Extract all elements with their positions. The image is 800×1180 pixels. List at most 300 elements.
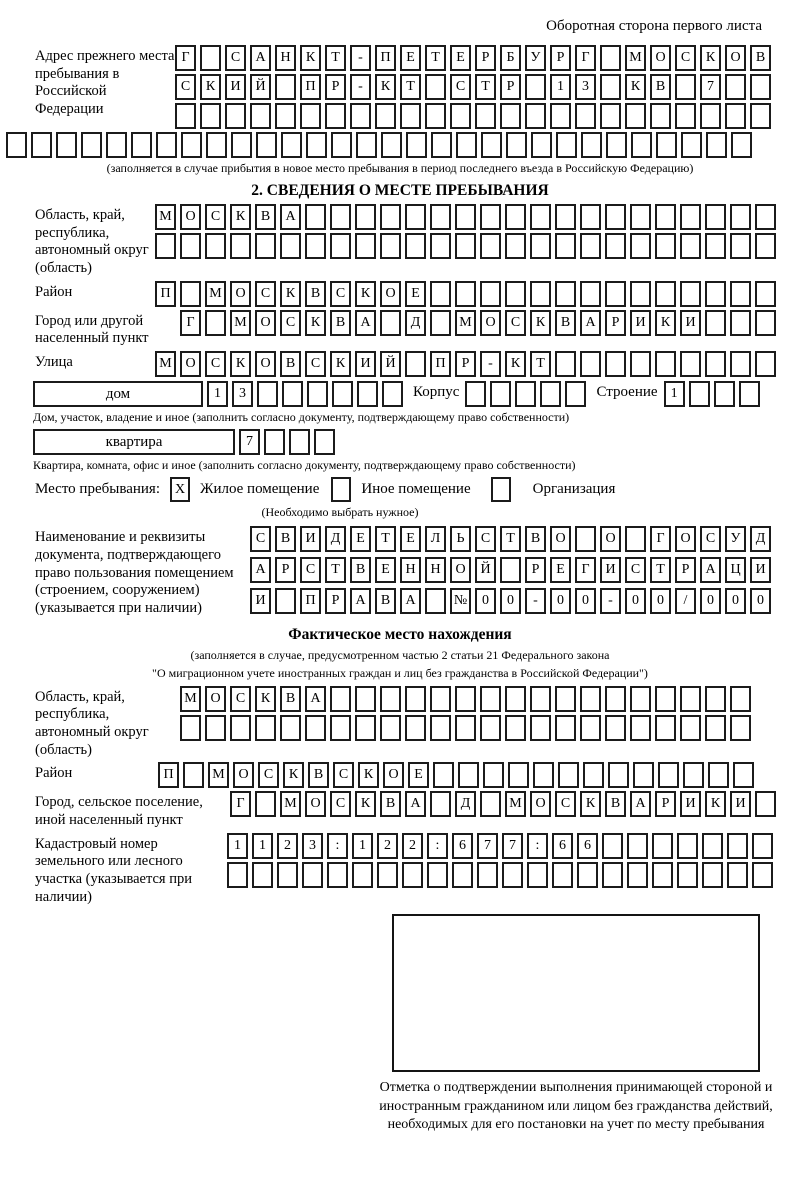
char-cell[interactable]: В	[380, 791, 401, 817]
char-cell[interactable]	[606, 132, 627, 158]
char-cell[interactable]	[705, 715, 726, 741]
char-cell[interactable]	[755, 233, 776, 259]
char-cell[interactable]: 3	[302, 833, 323, 859]
char-cell[interactable]	[508, 762, 529, 788]
char-cell[interactable]: В	[750, 45, 771, 71]
char-cell[interactable]: К	[530, 310, 551, 336]
char-cell[interactable]: Т	[425, 45, 446, 71]
char-cell[interactable]	[630, 351, 651, 377]
char-cell[interactable]: Г	[180, 310, 201, 336]
char-cell[interactable]	[702, 833, 723, 859]
char-cell[interactable]	[555, 204, 576, 230]
char-cell[interactable]: А	[400, 588, 421, 614]
char-cell[interactable]	[502, 862, 523, 888]
char-cell[interactable]	[183, 762, 204, 788]
char-cell[interactable]	[655, 204, 676, 230]
char-cell[interactable]	[377, 862, 398, 888]
char-cell[interactable]: И	[600, 557, 621, 583]
char-cell[interactable]	[708, 762, 729, 788]
char-cell[interactable]	[706, 132, 727, 158]
char-cell[interactable]: 7	[502, 833, 523, 859]
char-cell[interactable]: 0	[575, 588, 596, 614]
char-cell[interactable]: О	[180, 204, 201, 230]
char-cell[interactable]	[480, 686, 501, 712]
char-cell[interactable]: -	[480, 351, 501, 377]
char-cell[interactable]	[156, 132, 177, 158]
char-cell[interactable]: Б	[500, 45, 521, 71]
char-cell[interactable]: С	[230, 686, 251, 712]
char-cell[interactable]: И	[750, 557, 771, 583]
char-cell[interactable]: Н	[425, 557, 446, 583]
char-cell[interactable]: К	[283, 762, 304, 788]
checkbox-organization[interactable]	[491, 477, 511, 502]
char-cell[interactable]	[602, 833, 623, 859]
char-cell[interactable]: С	[330, 281, 351, 307]
char-cell[interactable]: 0	[625, 588, 646, 614]
char-cell[interactable]	[481, 132, 502, 158]
char-cell[interactable]	[357, 381, 378, 407]
char-cell[interactable]	[455, 233, 476, 259]
char-cell[interactable]: К	[655, 310, 676, 336]
char-cell[interactable]: В	[605, 791, 626, 817]
char-cell[interactable]: М	[208, 762, 229, 788]
char-cell[interactable]	[730, 310, 751, 336]
char-cell[interactable]	[56, 132, 77, 158]
char-cell[interactable]: Д	[405, 310, 426, 336]
char-cell[interactable]: Ь	[450, 526, 471, 552]
char-cell[interactable]: Д	[750, 526, 771, 552]
char-cell[interactable]	[752, 833, 773, 859]
char-cell[interactable]: 1	[664, 381, 685, 407]
char-cell[interactable]	[650, 103, 671, 129]
char-cell[interactable]	[705, 310, 726, 336]
char-cell[interactable]: К	[580, 791, 601, 817]
char-cell[interactable]	[250, 103, 271, 129]
checkbox-residential[interactable]: X	[170, 477, 190, 502]
char-cell[interactable]	[627, 862, 648, 888]
char-cell[interactable]: М	[155, 351, 176, 377]
char-cell[interactable]: И	[225, 74, 246, 100]
char-cell[interactable]	[505, 686, 526, 712]
char-cell[interactable]	[282, 381, 303, 407]
char-cell[interactable]: О	[725, 45, 746, 71]
char-cell[interactable]	[506, 132, 527, 158]
char-cell[interactable]: В	[280, 351, 301, 377]
char-cell[interactable]	[205, 715, 226, 741]
char-cell[interactable]	[200, 103, 221, 129]
char-cell[interactable]: 0	[550, 588, 571, 614]
char-cell[interactable]: А	[580, 310, 601, 336]
char-cell[interactable]: М	[625, 45, 646, 71]
char-cell[interactable]: А	[350, 588, 371, 614]
char-cell[interactable]	[231, 132, 252, 158]
char-cell[interactable]	[580, 204, 601, 230]
char-cell[interactable]: -	[600, 588, 621, 614]
char-cell[interactable]: К	[305, 310, 326, 336]
char-cell[interactable]	[680, 281, 701, 307]
char-cell[interactable]	[555, 351, 576, 377]
char-cell[interactable]	[256, 132, 277, 158]
char-cell[interactable]: Н	[275, 45, 296, 71]
char-cell[interactable]: 7	[477, 833, 498, 859]
char-cell[interactable]	[755, 791, 776, 817]
char-cell[interactable]	[755, 351, 776, 377]
char-cell[interactable]	[655, 686, 676, 712]
char-cell[interactable]	[727, 862, 748, 888]
char-cell[interactable]: У	[525, 45, 546, 71]
char-cell[interactable]	[605, 233, 626, 259]
char-cell[interactable]	[31, 132, 52, 158]
char-cell[interactable]	[433, 762, 454, 788]
char-cell[interactable]	[475, 103, 496, 129]
char-cell[interactable]	[330, 715, 351, 741]
char-cell[interactable]: С	[300, 557, 321, 583]
char-cell[interactable]: К	[705, 791, 726, 817]
char-cell[interactable]: К	[375, 74, 396, 100]
char-cell[interactable]	[675, 74, 696, 100]
char-cell[interactable]: 3	[232, 381, 253, 407]
char-cell[interactable]	[577, 862, 598, 888]
char-cell[interactable]: Е	[408, 762, 429, 788]
char-cell[interactable]: В	[375, 588, 396, 614]
char-cell[interactable]	[680, 204, 701, 230]
char-cell[interactable]	[725, 103, 746, 129]
char-cell[interactable]	[525, 74, 546, 100]
char-cell[interactable]: И	[355, 351, 376, 377]
char-cell[interactable]: П	[375, 45, 396, 71]
char-cell[interactable]	[305, 715, 326, 741]
char-cell[interactable]: Д	[455, 791, 476, 817]
char-cell[interactable]	[280, 233, 301, 259]
char-cell[interactable]: А	[630, 791, 651, 817]
char-cell[interactable]	[255, 715, 276, 741]
char-cell[interactable]	[225, 103, 246, 129]
char-cell[interactable]	[655, 715, 676, 741]
char-cell[interactable]: О	[380, 281, 401, 307]
char-cell[interactable]	[330, 204, 351, 230]
char-cell[interactable]	[680, 715, 701, 741]
char-cell[interactable]	[330, 686, 351, 712]
char-cell[interactable]: А	[250, 557, 271, 583]
char-cell[interactable]: И	[300, 526, 321, 552]
char-cell[interactable]	[430, 281, 451, 307]
char-cell[interactable]: Г	[230, 791, 251, 817]
char-cell[interactable]: С	[625, 557, 646, 583]
char-cell[interactable]: А	[250, 45, 271, 71]
char-cell[interactable]	[680, 686, 701, 712]
char-cell[interactable]: К	[255, 686, 276, 712]
char-cell[interactable]	[605, 351, 626, 377]
char-cell[interactable]: В	[255, 204, 276, 230]
char-cell[interactable]	[430, 233, 451, 259]
char-cell[interactable]: А	[405, 791, 426, 817]
char-cell[interactable]	[300, 103, 321, 129]
char-cell[interactable]: Г	[175, 45, 196, 71]
char-cell[interactable]	[752, 862, 773, 888]
char-cell[interactable]: Т	[500, 526, 521, 552]
char-cell[interactable]	[580, 281, 601, 307]
char-cell[interactable]	[755, 204, 776, 230]
char-cell[interactable]: С	[250, 526, 271, 552]
char-cell[interactable]	[730, 715, 751, 741]
char-cell[interactable]	[252, 862, 273, 888]
char-cell[interactable]	[583, 762, 604, 788]
char-cell[interactable]: О	[305, 791, 326, 817]
char-cell[interactable]: 2	[402, 833, 423, 859]
char-cell[interactable]	[356, 132, 377, 158]
char-cell[interactable]	[180, 233, 201, 259]
char-cell[interactable]	[702, 862, 723, 888]
char-cell[interactable]	[6, 132, 27, 158]
char-cell[interactable]	[530, 281, 551, 307]
char-cell[interactable]	[655, 351, 676, 377]
char-cell[interactable]	[658, 762, 679, 788]
char-cell[interactable]	[556, 132, 577, 158]
char-cell[interactable]: Т	[400, 74, 421, 100]
char-cell[interactable]	[705, 233, 726, 259]
char-cell[interactable]	[625, 103, 646, 129]
char-cell[interactable]: С	[330, 791, 351, 817]
char-cell[interactable]	[630, 233, 651, 259]
char-cell[interactable]	[630, 204, 651, 230]
char-cell[interactable]: И	[630, 310, 651, 336]
char-cell[interactable]: Р	[325, 74, 346, 100]
char-cell[interactable]: Д	[325, 526, 346, 552]
char-cell[interactable]: К	[330, 351, 351, 377]
char-cell[interactable]: П	[300, 74, 321, 100]
char-cell[interactable]	[575, 526, 596, 552]
char-cell[interactable]	[605, 204, 626, 230]
char-cell[interactable]	[205, 233, 226, 259]
char-cell[interactable]	[330, 233, 351, 259]
char-cell[interactable]	[314, 429, 335, 455]
char-cell[interactable]	[725, 74, 746, 100]
char-cell[interactable]: Г	[575, 557, 596, 583]
char-cell[interactable]	[631, 132, 652, 158]
char-cell[interactable]	[425, 588, 446, 614]
char-cell[interactable]: Р	[275, 557, 296, 583]
char-cell[interactable]: О	[383, 762, 404, 788]
char-cell[interactable]	[255, 233, 276, 259]
char-cell[interactable]: О	[233, 762, 254, 788]
char-cell[interactable]: К	[300, 45, 321, 71]
char-cell[interactable]	[380, 686, 401, 712]
char-cell[interactable]: К	[625, 74, 646, 100]
char-cell[interactable]: М	[505, 791, 526, 817]
char-cell[interactable]: 7	[239, 429, 260, 455]
char-cell[interactable]	[530, 715, 551, 741]
char-cell[interactable]: Г	[650, 526, 671, 552]
char-cell[interactable]	[750, 103, 771, 129]
char-cell[interactable]	[689, 381, 710, 407]
char-cell[interactable]: 2	[377, 833, 398, 859]
checkbox-other-premises[interactable]	[331, 477, 351, 502]
char-cell[interactable]: С	[225, 45, 246, 71]
char-cell[interactable]	[580, 233, 601, 259]
char-cell[interactable]	[480, 233, 501, 259]
char-cell[interactable]	[558, 762, 579, 788]
char-cell[interactable]	[81, 132, 102, 158]
char-cell[interactable]: И	[680, 791, 701, 817]
char-cell[interactable]: К	[200, 74, 221, 100]
char-cell[interactable]	[580, 686, 601, 712]
char-cell[interactable]: М	[180, 686, 201, 712]
char-cell[interactable]: А	[700, 557, 721, 583]
char-cell[interactable]	[565, 381, 586, 407]
char-cell[interactable]	[555, 281, 576, 307]
char-cell[interactable]	[530, 204, 551, 230]
char-cell[interactable]: 1	[352, 833, 373, 859]
char-cell[interactable]: Т	[475, 74, 496, 100]
char-cell[interactable]: С	[258, 762, 279, 788]
char-cell[interactable]: В	[275, 526, 296, 552]
char-cell[interactable]	[505, 204, 526, 230]
char-cell[interactable]: Т	[650, 557, 671, 583]
char-cell[interactable]	[430, 310, 451, 336]
char-cell[interactable]	[305, 204, 326, 230]
char-cell[interactable]	[380, 310, 401, 336]
char-cell[interactable]	[175, 103, 196, 129]
char-cell[interactable]	[730, 204, 751, 230]
char-cell[interactable]: О	[230, 281, 251, 307]
char-cell[interactable]	[505, 233, 526, 259]
char-cell[interactable]: Р	[475, 45, 496, 71]
char-cell[interactable]	[630, 686, 651, 712]
char-cell[interactable]	[405, 233, 426, 259]
char-cell[interactable]	[281, 132, 302, 158]
char-cell[interactable]: В	[305, 281, 326, 307]
char-cell[interactable]: Т	[325, 45, 346, 71]
char-cell[interactable]	[550, 103, 571, 129]
char-cell[interactable]	[530, 686, 551, 712]
char-cell[interactable]	[405, 686, 426, 712]
char-cell[interactable]	[633, 762, 654, 788]
char-cell[interactable]	[681, 132, 702, 158]
char-cell[interactable]: С	[205, 351, 226, 377]
char-cell[interactable]	[405, 204, 426, 230]
char-cell[interactable]	[431, 132, 452, 158]
char-cell[interactable]	[652, 833, 673, 859]
char-cell[interactable]: 1	[252, 833, 273, 859]
char-cell[interactable]: Р	[675, 557, 696, 583]
char-cell[interactable]	[705, 204, 726, 230]
char-cell[interactable]: П	[155, 281, 176, 307]
char-cell[interactable]	[230, 233, 251, 259]
char-cell[interactable]	[430, 686, 451, 712]
char-cell[interactable]	[477, 862, 498, 888]
char-cell[interactable]	[625, 526, 646, 552]
char-cell[interactable]: В	[330, 310, 351, 336]
char-cell[interactable]	[305, 233, 326, 259]
char-cell[interactable]	[280, 715, 301, 741]
char-cell[interactable]	[400, 103, 421, 129]
char-cell[interactable]: Г	[575, 45, 596, 71]
char-cell[interactable]: О	[530, 791, 551, 817]
char-cell[interactable]: Е	[400, 45, 421, 71]
char-cell[interactable]	[381, 132, 402, 158]
char-cell[interactable]	[605, 686, 626, 712]
char-cell[interactable]	[355, 715, 376, 741]
char-cell[interactable]	[655, 233, 676, 259]
char-cell[interactable]	[450, 103, 471, 129]
char-cell[interactable]	[605, 715, 626, 741]
char-cell[interactable]: 0	[700, 588, 721, 614]
char-cell[interactable]	[580, 351, 601, 377]
char-cell[interactable]	[480, 715, 501, 741]
char-cell[interactable]: О	[480, 310, 501, 336]
char-cell[interactable]	[580, 715, 601, 741]
char-cell[interactable]	[680, 233, 701, 259]
char-cell[interactable]: Л	[425, 526, 446, 552]
char-cell[interactable]	[677, 862, 698, 888]
char-cell[interactable]: А	[305, 686, 326, 712]
char-cell[interactable]: К	[280, 281, 301, 307]
char-cell[interactable]	[655, 281, 676, 307]
char-cell[interactable]: Й	[475, 557, 496, 583]
char-cell[interactable]	[375, 103, 396, 129]
char-cell[interactable]	[505, 281, 526, 307]
char-cell[interactable]	[180, 281, 201, 307]
char-cell[interactable]: К	[700, 45, 721, 71]
char-cell[interactable]: 1	[550, 74, 571, 100]
char-cell[interactable]: :	[527, 833, 548, 859]
char-cell[interactable]	[600, 103, 621, 129]
char-cell[interactable]: Р	[605, 310, 626, 336]
char-cell[interactable]: М	[280, 791, 301, 817]
char-cell[interactable]	[350, 103, 371, 129]
char-cell[interactable]: Е	[550, 557, 571, 583]
char-cell[interactable]: 1	[227, 833, 248, 859]
char-cell[interactable]: И	[730, 791, 751, 817]
char-cell[interactable]	[490, 381, 511, 407]
char-cell[interactable]: С	[555, 791, 576, 817]
char-cell[interactable]: 3	[575, 74, 596, 100]
char-cell[interactable]: Р	[325, 588, 346, 614]
char-cell[interactable]	[425, 103, 446, 129]
char-cell[interactable]	[677, 833, 698, 859]
char-cell[interactable]	[727, 833, 748, 859]
char-cell[interactable]: О	[450, 557, 471, 583]
char-cell[interactable]	[515, 381, 536, 407]
char-cell[interactable]	[275, 74, 296, 100]
char-cell[interactable]: Т	[530, 351, 551, 377]
char-cell[interactable]	[630, 281, 651, 307]
char-cell[interactable]	[405, 351, 426, 377]
char-cell[interactable]	[327, 862, 348, 888]
char-cell[interactable]	[675, 103, 696, 129]
char-cell[interactable]	[200, 45, 221, 71]
char-cell[interactable]	[581, 132, 602, 158]
char-cell[interactable]: Е	[400, 526, 421, 552]
char-cell[interactable]: О	[600, 526, 621, 552]
char-cell[interactable]	[600, 45, 621, 71]
char-cell[interactable]	[530, 233, 551, 259]
char-cell[interactable]: 0	[500, 588, 521, 614]
char-cell[interactable]: К	[358, 762, 379, 788]
char-cell[interactable]	[627, 833, 648, 859]
char-cell[interactable]: В	[350, 557, 371, 583]
char-cell[interactable]	[455, 686, 476, 712]
char-cell[interactable]	[277, 862, 298, 888]
char-cell[interactable]: №	[450, 588, 471, 614]
char-cell[interactable]	[458, 762, 479, 788]
char-cell[interactable]	[402, 862, 423, 888]
char-cell[interactable]	[531, 132, 552, 158]
char-cell[interactable]: К	[355, 791, 376, 817]
char-cell[interactable]: В	[308, 762, 329, 788]
char-cell[interactable]: 7	[700, 74, 721, 100]
char-cell[interactable]: М	[205, 281, 226, 307]
